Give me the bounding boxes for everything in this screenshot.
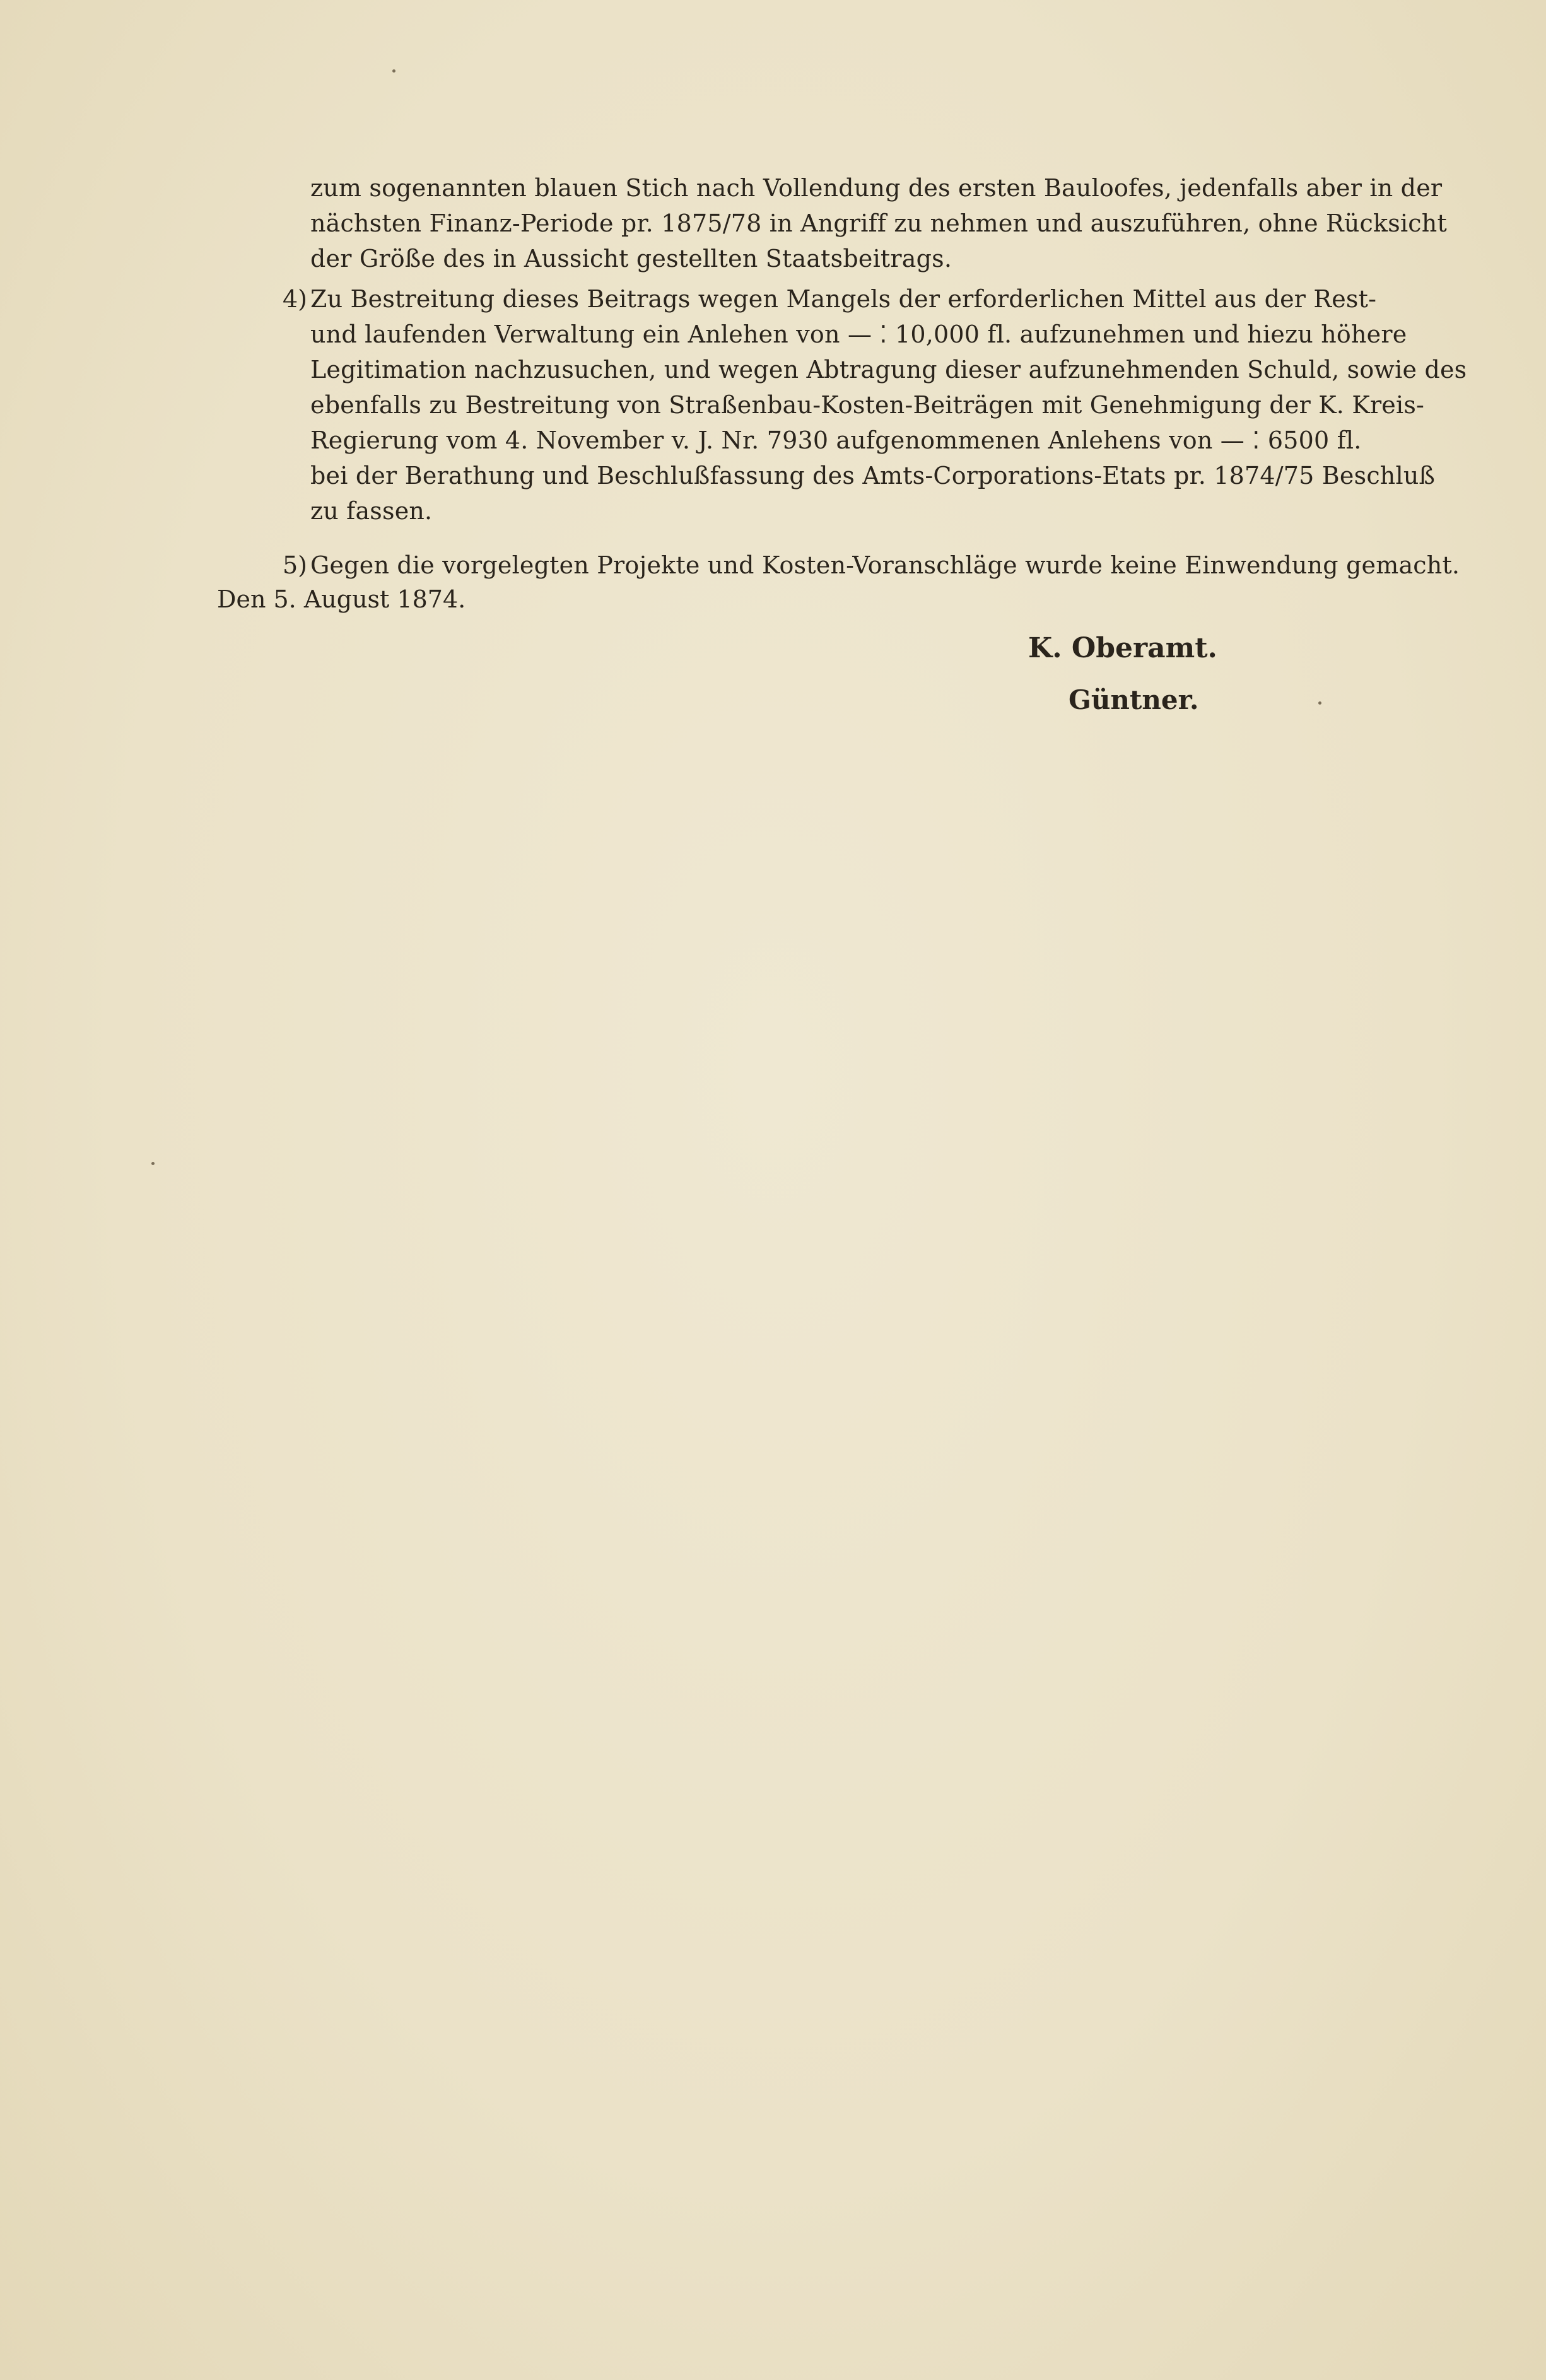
text-line: Zu Bestreitung dieses Beitrags wegen Mangels der erforderlichen Mittel aus der Rest- <box>310 285 1377 313</box>
intro-paragraph <box>310 170 1447 276</box>
item-number: 5) <box>283 551 308 579</box>
paper-speck <box>1318 701 1321 705</box>
text-line: nächsten Finanz-Periode pr. 1875/78 in Angriff zu nehmen und auszuführen, ohne Rücksicht <box>310 209 1447 237</box>
text-line: Legitimation nachzusuchen, und wegen Abtragung dieser aufzunehmenden Schuld, sowie des <box>310 356 1467 384</box>
text-line: zum sogenannten blauen Stich nach Vollendung des ersten Bauloofes, jedenfalls aber in der <box>310 174 1443 202</box>
signature-office: K. Oberamt. <box>1028 632 1217 664</box>
paper-speck <box>151 1162 155 1165</box>
text-line: Gegen die vorgelegten Projekte und Kosten-Voranschläge wurde keine Einwendung gemacht. <box>310 551 1460 579</box>
signature-name: Güntner. <box>1069 684 1199 715</box>
text-line: ebenfalls zu Bestreitung von Straßenbau-Kosten-Beiträgen mit Genehmigung der K. Kreis- <box>310 391 1425 419</box>
paper-speck <box>392 69 395 73</box>
document-date: Den 5. August 1874. <box>217 585 466 613</box>
body-text <box>283 170 1467 583</box>
text-line: zu fassen. <box>310 497 433 525</box>
text-line: und laufenden Verwaltung ein Anlehen von — ⁚ 10,000 fl. aufzunehmen und hiezu höhere <box>310 320 1407 348</box>
text-line: der Größe des in Aussicht gestellten Staatsbeitrags. <box>310 245 952 273</box>
item-number: 4) <box>283 285 308 313</box>
text-line: bei der Berathung und Beschlußfassung des Amts-Corporations-Etats pr. 1874/75 Beschluß <box>310 462 1436 489</box>
text-line: Regierung vom 4. November v. J. Nr. 7930 aufgenommenen Anlehens von — ⁚ 6500 fl. <box>310 426 1362 454</box>
list-item-4 <box>283 281 1467 529</box>
list-item-5 <box>283 548 1460 583</box>
